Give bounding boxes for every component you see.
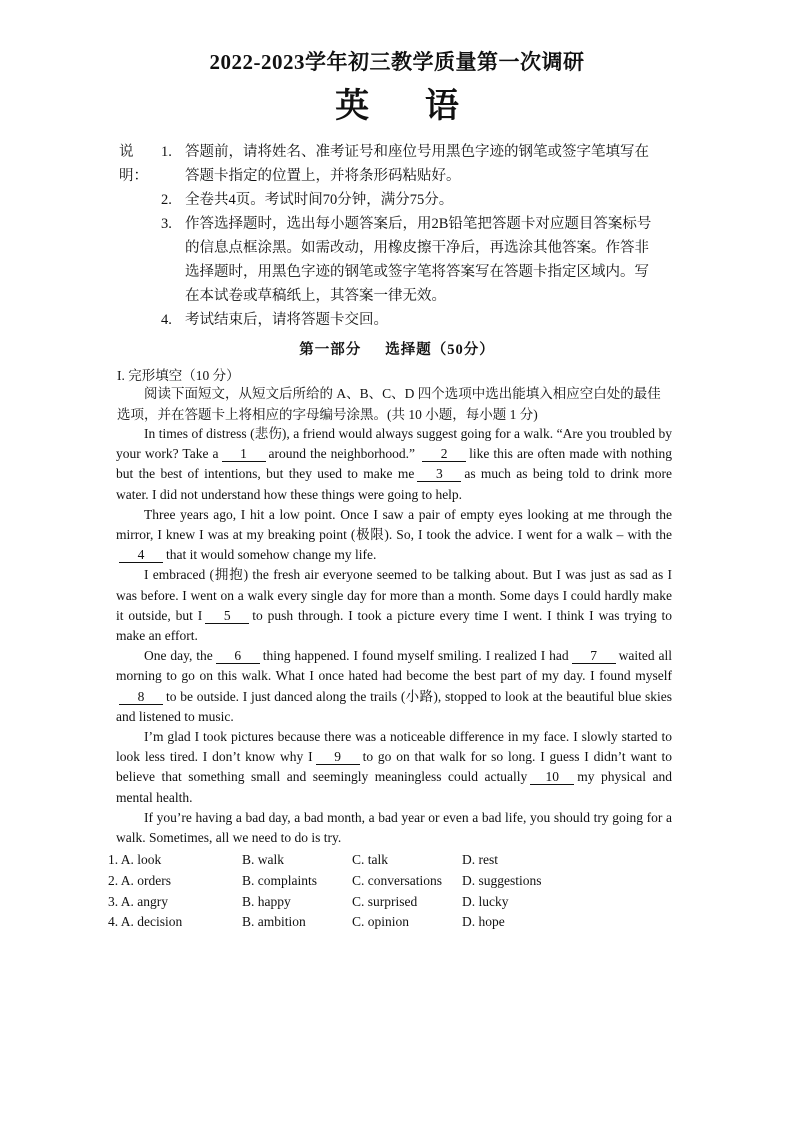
option-c: C. surprised	[352, 893, 418, 909]
subject-title: 英 语	[335, 86, 481, 126]
blank-8: 8	[119, 689, 163, 705]
note-text	[185, 212, 679, 308]
option-a: 4. A. decision	[108, 914, 183, 930]
note-text	[185, 188, 679, 212]
section-instructions: 阅读下面短文，从短文后所给的 A、B、C、D 四个选项中选出能填入相应空白处的最佳选项，并在答题卡上将相应的字母编号涂黑。(共 10 小题，每小题 1 分)	[117, 386, 661, 422]
cloze-passage	[116, 424, 672, 848]
notes-lead: 说明：	[119, 144, 148, 184]
blank-3: 3	[417, 466, 461, 482]
note-line: 考试结束后，请将答题卡交回。	[185, 312, 388, 328]
option-b: B. happy	[242, 893, 291, 909]
blank-4: 4	[119, 547, 163, 563]
option-d: D. lucky	[462, 893, 509, 909]
option-a: 2. A. orders	[108, 872, 171, 888]
option-row	[108, 892, 578, 913]
passage-paragraph: If you’re having a bad day, a bad month, a bad year or even a bad life, you should try going for a walk. Sometimes, all we need to do is try.	[116, 809, 672, 846]
option-c: C. conversations	[352, 872, 442, 888]
option-b: B. complaints	[242, 872, 317, 888]
note-text	[185, 308, 679, 332]
option-c: C. opinion	[352, 914, 410, 930]
note-number: 1.	[161, 144, 172, 160]
option-d: D. rest	[462, 852, 498, 867]
note-item	[119, 188, 679, 212]
option-a: 1. A. look	[108, 852, 162, 867]
option-d: D. suggestions	[462, 872, 542, 888]
blank-10: 10	[530, 769, 574, 785]
note-number: 3.	[161, 216, 172, 232]
blank-1: 1	[222, 446, 266, 462]
note-line: 选择题时，用黑色字迹的钢笔或签字笔将答案写在答题卡指定区域内。写	[185, 264, 649, 280]
blank-9: 9	[316, 749, 360, 765]
part-one-label: 第一部分	[299, 342, 362, 358]
note-item	[119, 140, 679, 188]
passage-paragraph: I embraced (拥抱) the fresh air everyone seemed to be talking about. But I was just as sad as I was before. I went on a walk every single day for more than a month. Some days I could hardly make it outside, but I 5 to push through. I took a picture every time I went. I think I was trying to make an effort.	[116, 567, 672, 644]
passage-paragraph: One day, the 6 thing happened. I found myself smiling. I realized I had 7 waited all morning to go on this walk. What I once hated had become the best part of my day. I found myself8 to be outside. I just danced along the trails (小路), stopped to look at the beautiful blue skies and listened to music.	[116, 648, 672, 724]
exam-title: 2022-2023学年初三教学质量第一次调研	[209, 50, 585, 74]
blank-6: 6	[216, 648, 260, 664]
note-item	[119, 212, 679, 308]
blank-2: 2	[422, 446, 466, 462]
option-row	[108, 912, 578, 933]
option-b: B. ambition	[242, 914, 306, 930]
passage-paragraph: Three years ago, I hit a low point. Once I saw a pair of empty eyes looking at me through the mirror, I knew I was at my breaking point (极限). So, I took the advice. I went for a walk – with the4 that it would somehow change my life.	[116, 506, 672, 563]
exam-notes	[119, 140, 679, 332]
note-line: 在本试卷或草稿纸上，其答案一律无效。	[185, 288, 446, 304]
option-c: C. talk	[352, 852, 388, 867]
option-a: 3. A. angry	[108, 893, 168, 909]
note-text	[185, 140, 679, 188]
note-number: 2.	[161, 192, 172, 208]
option-row	[108, 850, 578, 871]
note-line: 的信息点框涂黑。如需改动，用橡皮擦干净后，再选涂其他答案。作答非	[185, 240, 649, 256]
answer-options	[108, 850, 578, 933]
note-number: 4.	[161, 312, 172, 328]
note-item	[119, 308, 679, 332]
note-line: 全卷共4页。考试时间70分钟，满分75分。	[185, 192, 454, 208]
note-line: 答题卡指定的位置上，并将条形码粘贴好。	[185, 168, 461, 184]
passage-paragraph: I’m glad I took pictures because there was a noticeable difference in my face. I slowly started to look less tired. I don’t know why I 9 to go on that walk for so long. I guess I didn’t want to believe that something small and seemingly meaningless could actually 10 my physical and mental health.	[116, 729, 673, 805]
passage-paragraph: In times of distress (悲伤), a friend would always suggest going for a walk. “Are you troubled by your work? Take a 1 around the neighborhood.” 2 like this are often made with nothing but the best of intentions, but they used to make me 3 as much as being told to drink more water. I did not understand how these things were going to help.	[116, 426, 672, 502]
blank-5: 5	[205, 608, 249, 624]
part-one-title: 选择题（50分）	[385, 342, 495, 358]
option-d: D. hope	[462, 914, 505, 930]
blank-7: 7	[572, 648, 616, 664]
note-line: 答题前，请将姓名、准考证号和座位号用黑色字迹的钢笔或签字笔填写在	[185, 144, 649, 160]
option-b: B. walk	[242, 852, 284, 867]
option-row	[108, 871, 578, 892]
section-heading: I. 完形填空（10 分）	[117, 368, 240, 383]
note-line: 作答选择题时，选出每小题答案后，用2B铅笔把答题卡对应题目答案标号	[185, 216, 652, 232]
part-one-heading	[0, 338, 794, 359]
